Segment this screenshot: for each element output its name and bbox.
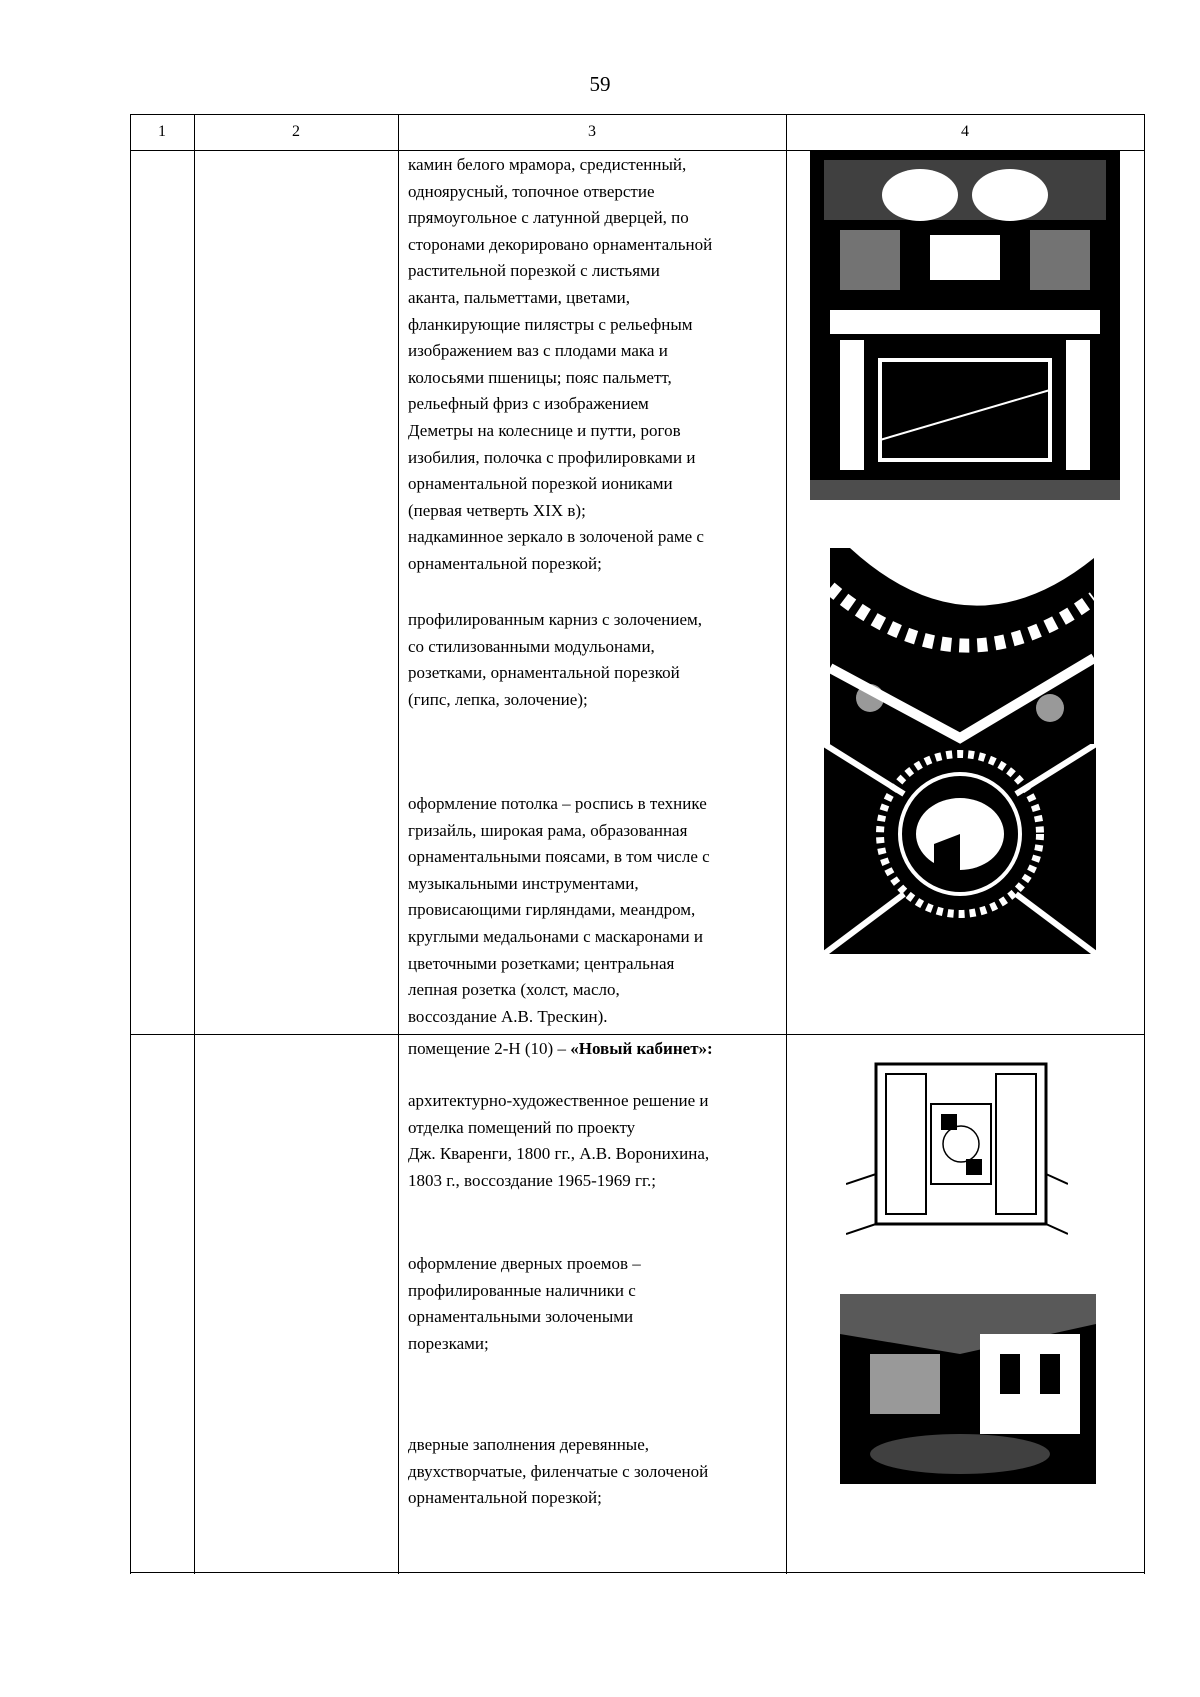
text-line: лепная розетка (холст, масло,: [408, 980, 620, 1000]
cabinet-interior-photo: [840, 1294, 1096, 1484]
text-line: прямоугольное с латунной дверцей, по: [408, 208, 689, 228]
text-line: круглыми медальонами с маскаронами и: [408, 926, 703, 946]
text-line: (первая четверть XIX в);: [408, 500, 586, 520]
text-line: провисающими гирляндами, меандром,: [408, 900, 696, 920]
text-line: розетками, орнаментальной порезкой: [408, 663, 680, 683]
text-line: орнаментальными золочеными: [408, 1307, 634, 1327]
text-line: музыкальными инструментами,: [408, 873, 639, 893]
door-openings-description: [408, 1251, 641, 1357]
room-heading-label: помещение 2-Н (10) –: [408, 1039, 571, 1058]
text-line: одноярусный, топочное отверстие: [408, 181, 655, 201]
text-line: оформление потолка – роспись в технике: [408, 794, 707, 813]
text-line: порезками;: [408, 1333, 489, 1353]
text-line: (гипс, лепка, золочение);: [408, 689, 588, 709]
architecture-description: [408, 1088, 709, 1194]
cornice-description: [408, 607, 702, 713]
text-line: цветочными розетками; центральная: [408, 953, 675, 973]
text-line: фланкирующие пилястры с рельефным: [408, 314, 693, 334]
text-line: профилированные наличники с: [408, 1280, 636, 1300]
ceiling-description: [408, 791, 710, 1030]
inventory-table: [130, 114, 1145, 1574]
column-header-1: 1: [158, 123, 166, 140]
text-line: орнаментальными поясами, в том числе с: [408, 847, 710, 867]
table-border-bottom: [130, 1572, 1145, 1573]
text-line: оформление дверных проемов –: [408, 1254, 641, 1273]
page-number: 59: [589, 72, 611, 96]
text-line: колосьями пшеницы; пояс пальметт,: [408, 367, 672, 387]
text-line: дверные заполнения деревянные,: [408, 1435, 650, 1454]
column-divider-3: [786, 114, 787, 1574]
text-line: со стилизованными модульонами,: [408, 636, 655, 656]
text-line: двухстворчатые, филенчатые с золоченой: [408, 1461, 709, 1481]
ceiling-photo: [824, 744, 1096, 954]
text-line: надкаминное зеркало в золоченой раме с: [408, 527, 704, 547]
room-heading-title: «Новый кабинет»:: [570, 1039, 713, 1058]
table-border-right: [1144, 114, 1145, 1574]
row-divider: [130, 1034, 1145, 1035]
text-line: орнаментальной порезкой;: [408, 553, 602, 573]
column-header-4: 4: [961, 123, 969, 140]
room-heading: [408, 1036, 713, 1063]
text-line: изобилия, полочка с профилировками и: [408, 447, 696, 467]
text-line: камин белого мрамора, средистенный,: [408, 155, 687, 174]
text-line: Деметры на колеснице и путти, рогов: [408, 420, 681, 440]
column-header-3: 3: [588, 123, 596, 140]
text-line: изображением ваз с плодами мака и: [408, 341, 668, 361]
column-header-2: 2: [292, 123, 300, 140]
text-line: 1803 г., воссоздание 1965-1969 гг.;: [408, 1170, 656, 1190]
text-line: воссоздание А.В. Трескин).: [408, 1006, 608, 1026]
text-line: орнаментальной порезкой;: [408, 1488, 602, 1508]
text-line: растительной порезкой с листьями: [408, 261, 660, 281]
text-line: аканта, пальметтами, цветами,: [408, 287, 631, 307]
door-fillings-description: [408, 1432, 708, 1512]
fireplace-photo: [810, 150, 1120, 500]
text-line: профилированным карниз с золочением,: [408, 610, 703, 629]
text-line: гризайль, широкая рама, образованная: [408, 820, 688, 840]
cornice-photo: [830, 548, 1094, 744]
column-divider-2: [398, 114, 399, 1574]
fireplace-description: [408, 152, 712, 578]
text-line: орнаментальной порезкой иониками: [408, 474, 673, 494]
text-line: архитектурно-художественное решение и: [408, 1091, 709, 1110]
table-border-left: [130, 114, 131, 1574]
column-divider-1: [194, 114, 195, 1574]
text-line: сторонами декорировано орнаментальной: [408, 234, 713, 254]
text-line: Дж. Кваренги, 1800 гг., А.В. Воронихина,: [408, 1144, 710, 1164]
floor-plan-drawing: [846, 1044, 1068, 1244]
text-line: рельефный фриз с изображением: [408, 394, 649, 414]
text-line: отделка помещений по проекту: [408, 1117, 636, 1137]
